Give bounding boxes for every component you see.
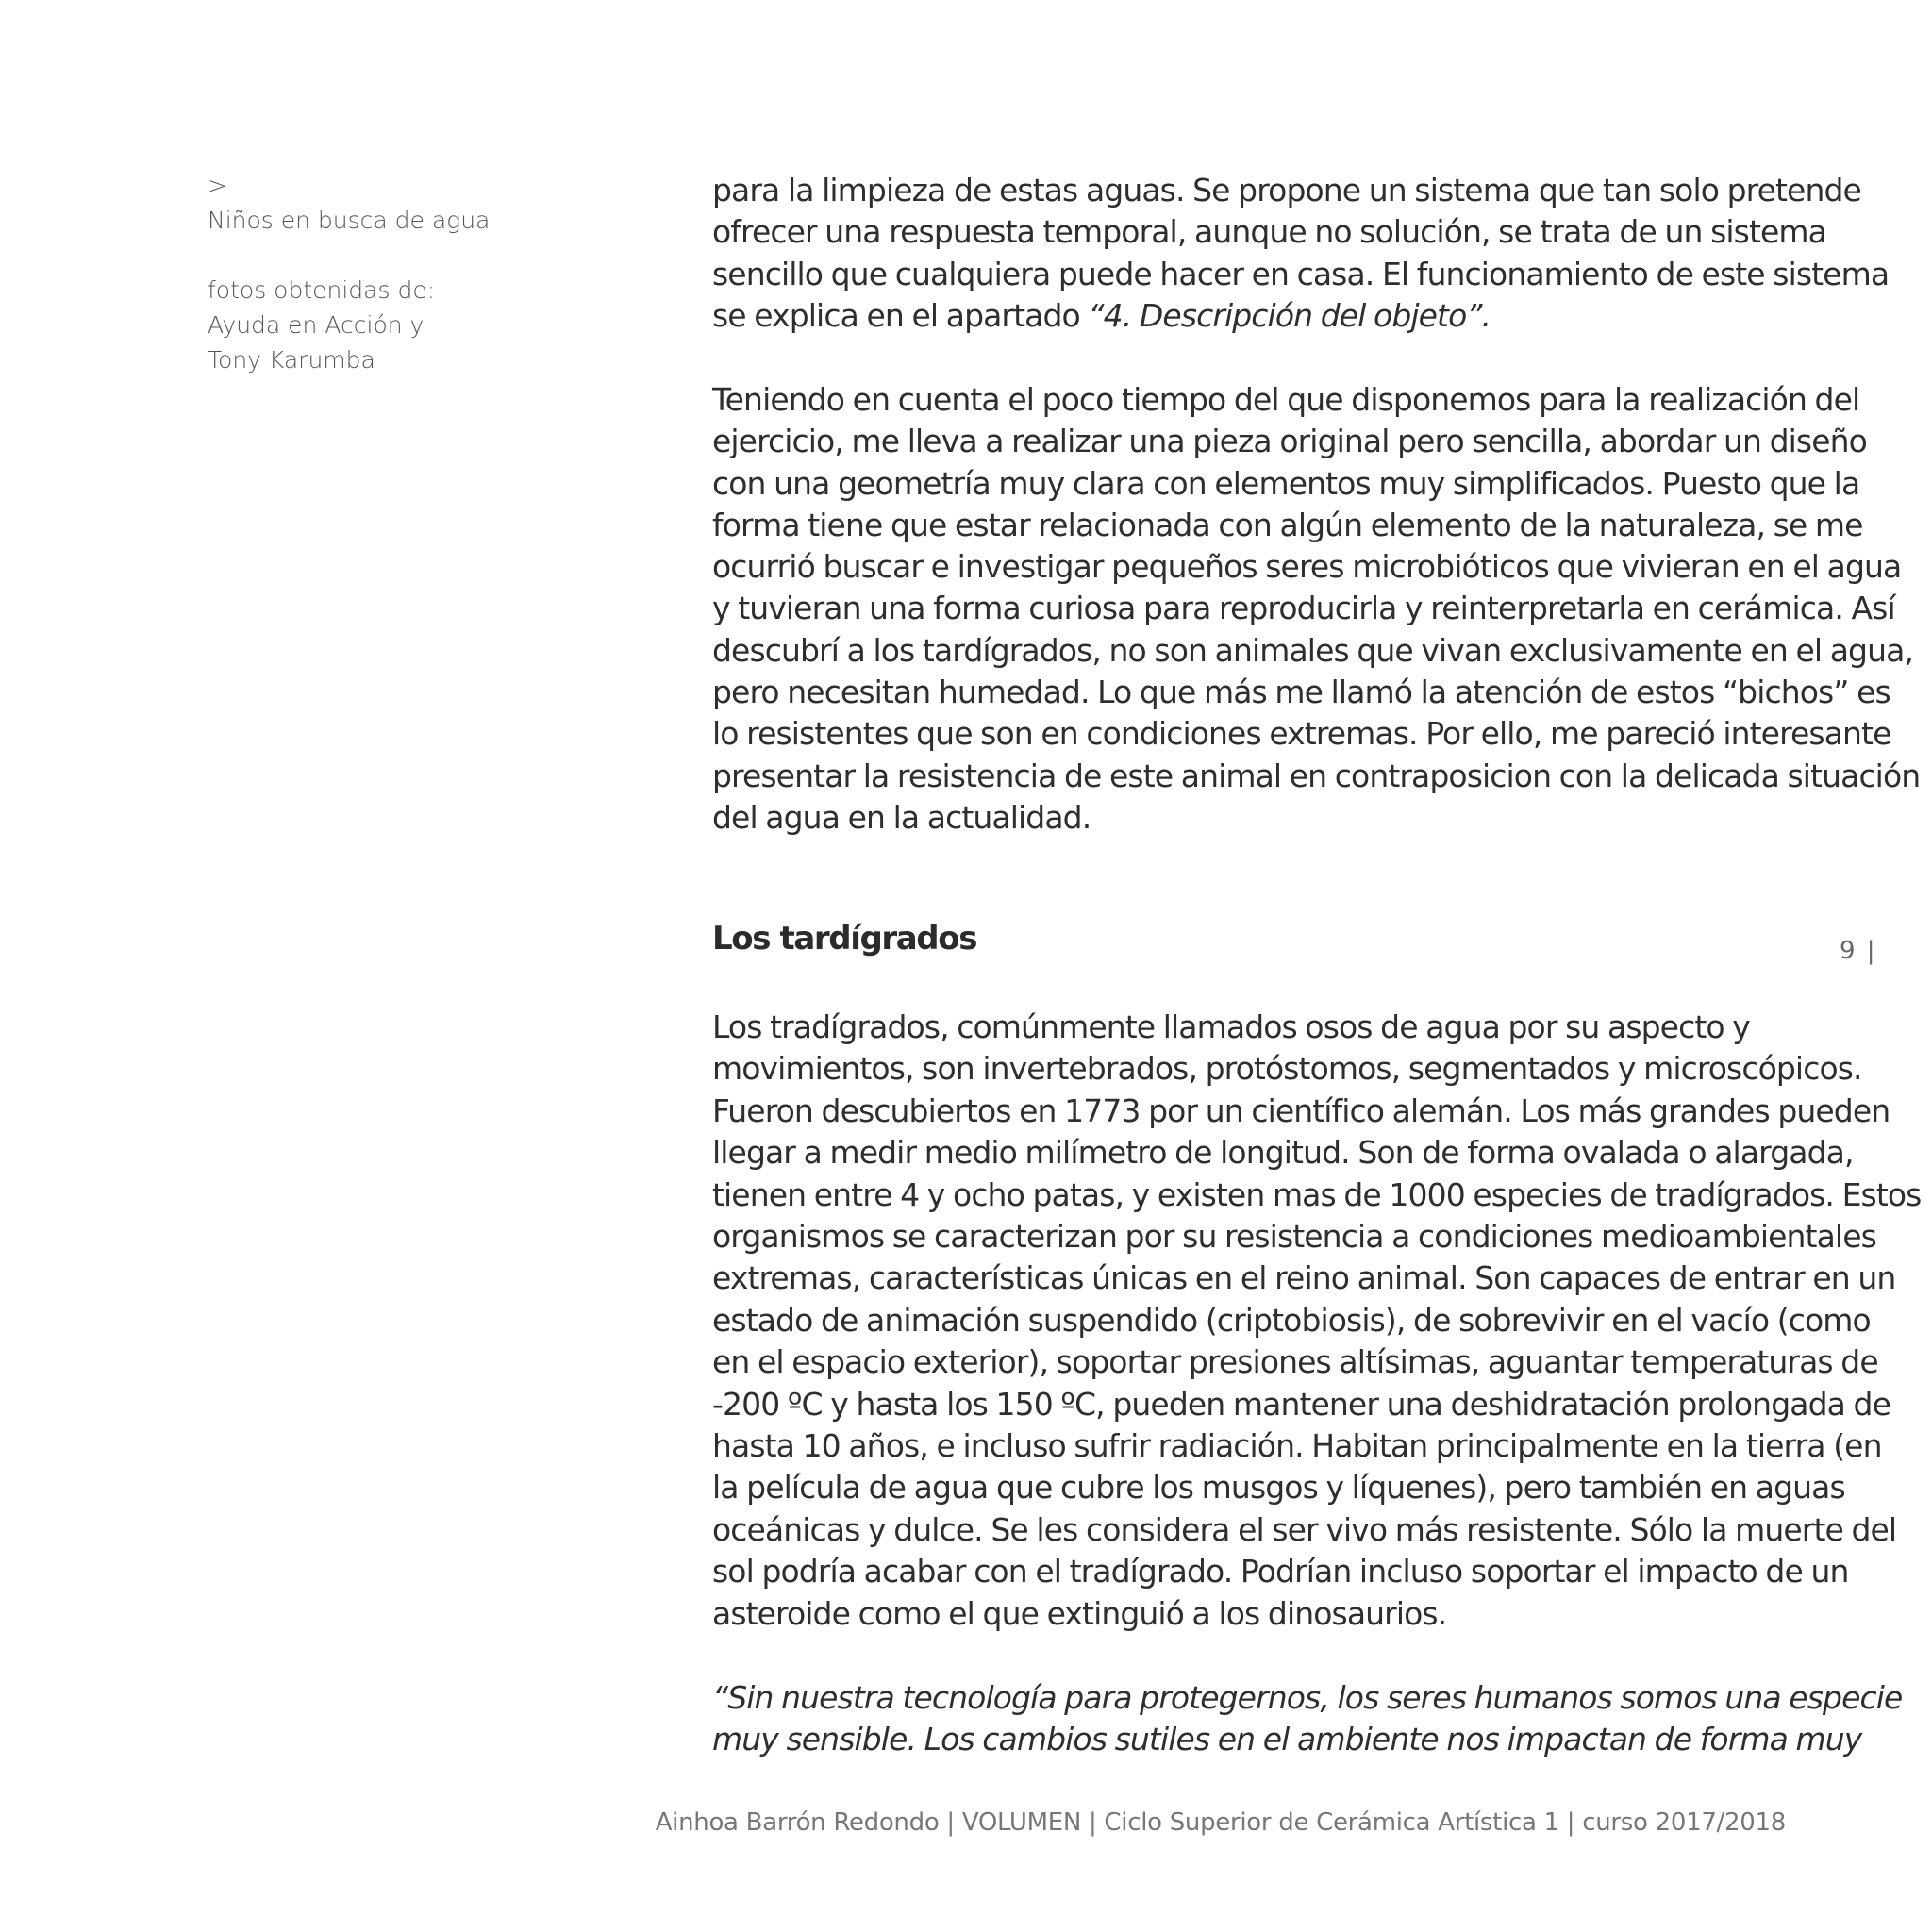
text-line: ejercicio, me lleva a realizar una pieza original pero sencilla, abordar un diseño xyxy=(712,423,1867,460)
quote-line: muy sensible. Los cambios sutiles en el ambiente nos impactan de forma muy xyxy=(712,1721,1862,1758)
paragraph-tardigrades xyxy=(712,1007,1922,1635)
text-segment: se explica en el apartado xyxy=(712,296,1089,334)
caption-credit-line: fotos obtenidas de: xyxy=(208,276,436,304)
text-line: la película de agua que cubre los musgos y líquenes), pero también en aguas xyxy=(712,1469,1845,1507)
text-line: sol podría acabar con el tradígrado. Podrían incluso soportar el impacto de un xyxy=(712,1553,1849,1591)
text-line: y tuvieran una forma curiosa para reproducirla y reinterpretarla en cerámica. Así xyxy=(712,590,1895,627)
text-line: hasta 10 años, e incluso sufrir radiación. Habitan principalmente en la tierra (en xyxy=(712,1427,1882,1465)
text-line: descubrí a los tardígrados, no son animales que vivan exclusivamente en el agua, xyxy=(712,631,1914,669)
text-line: Teniendo en cuenta el poco tiempo del que disponemos para la realización del xyxy=(712,381,1860,418)
text-line: con una geometría muy clara con elementos muy simplificados. Puesto que la xyxy=(712,464,1860,502)
text-line: presentar la resistencia de este animal en contraposicion con la delicada situación xyxy=(712,757,1921,794)
paragraph-design-rationale xyxy=(712,379,1921,839)
text-line: Los tradígrados, comúnmente llamados osos de agua por su aspecto y xyxy=(712,1008,1750,1045)
text-line: movimientos, son invertebrados, protóstomos, segmentados y microscópicos. xyxy=(712,1050,1862,1088)
text-line: extremas, características únicas en el reino animal. Son capaces de entrar en un xyxy=(712,1259,1896,1297)
text-line: para la limpieza de estas aguas. Se propone un sistema que tan solo pretende xyxy=(712,172,1861,208)
text-line: estado de animación suspendido (criptobiosis), de sobrevivir en el vacío (como xyxy=(712,1301,1871,1339)
text-line xyxy=(712,295,1797,337)
text-line: Fueron descubiertos en 1773 por un científico alemán. Los más grandes pueden xyxy=(712,1091,1890,1129)
text-line: en el espacio exterior), soportar presiones altísimas, aguantar temperaturas de xyxy=(712,1343,1878,1381)
text-line: organismos se caracterizan por su resistencia a condiciones medioambientales xyxy=(712,1218,1876,1256)
text-line: pero necesitan humedad. Lo que más me llamó la atención de estos “bichos” es xyxy=(712,674,1890,711)
text-line: -200 ºC y hasta los 150 ºC, pueden mantener una deshidratación prolongada de xyxy=(712,1385,1890,1423)
caption-credit-line: Tony Karumba xyxy=(208,346,375,374)
text-line: forma tiene que estar relacionada con algún elemento de la naturaleza, se me xyxy=(712,506,1863,543)
text-line: tienen entre 4 y ocho patas, y existen mas de 1000 especies de tradígrados. Estos xyxy=(712,1175,1922,1213)
quote xyxy=(712,1677,1903,1761)
page-footer: Ainhoa Barrón Redondo | VOLUMEN | Ciclo Superior de Cerámica Artística 1 | curso 2017/2018 xyxy=(655,1808,1786,1837)
text-line: llegar a medir medio milímetro de longitud. Son de forma ovalada o alargada, xyxy=(712,1134,1854,1172)
caption-title: Niños en busca de agua xyxy=(208,207,491,234)
text-line: oceánicas y dulce. Se les considera el ser vivo más resistente. Sólo la muerte del xyxy=(712,1510,1897,1548)
page-number: 9 | xyxy=(1840,937,1877,965)
section-reference: “4. Descripción del objeto”. xyxy=(1088,296,1491,334)
section-heading: Los tardígrados xyxy=(712,920,977,958)
text-line: del agua en la actualidad. xyxy=(712,798,1091,836)
quote-line: “Sin nuestra tecnología para protegernos, los seres humanos somos una especie xyxy=(712,1679,1903,1716)
text-line: ofrecer una respuesta temporal, aunque no solución, se trata de un sistema xyxy=(712,213,1826,251)
photo-caption xyxy=(208,168,528,377)
paragraph-water-cleaning xyxy=(712,170,1890,337)
text-line: lo resistentes que son en condiciones extremas. Por ello, me pareció interesante xyxy=(712,715,1891,753)
caption-arrow: > xyxy=(208,172,227,199)
text-line: ocurrió buscar e investigar pequeños seres microbióticos que vivieran en el agua xyxy=(712,548,1902,586)
caption-credit-line: Ayuda en Acción y xyxy=(208,311,425,339)
text-line: sencillo que cualquiera puede hacer en casa. El funcionamiento de este sistema xyxy=(712,255,1890,292)
text-line: asteroide como el que extinguió a los dinosaurios. xyxy=(712,1594,1447,1632)
